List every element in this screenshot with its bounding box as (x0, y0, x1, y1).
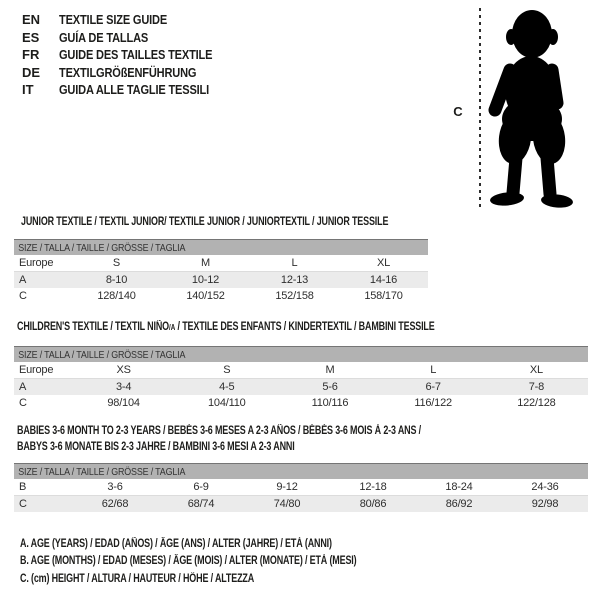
cell: 98/104 (107, 397, 140, 409)
cell: XL (339, 255, 428, 272)
row-label: C (19, 397, 27, 409)
table-row-height (14, 496, 588, 513)
table-row-height (14, 395, 588, 411)
cell: 86/92 (416, 496, 502, 513)
cell: 80/86 (330, 496, 416, 513)
legend-line-c: C. (cm) HEIGHT / ALTURA / HAUTEUR / HÖHE / ALTEZZA (20, 572, 255, 585)
row-label: Europe (14, 255, 72, 272)
cell: 68/74 (158, 496, 244, 513)
cell: 7-8 (485, 379, 588, 396)
size-header-row (14, 347, 588, 363)
cell: M (161, 255, 250, 272)
cell: 3-6 (72, 479, 158, 496)
cell: 62/68 (72, 496, 158, 513)
cell: 6-7 (382, 379, 485, 396)
cell: 116/122 (414, 397, 452, 409)
cell: 9-12 (244, 479, 330, 496)
cell: S (72, 255, 161, 272)
cell: 140/152 (186, 290, 225, 302)
junior-size-table (14, 239, 428, 304)
cell: XS (72, 362, 175, 379)
cell: 3-4 (72, 379, 175, 396)
row-label: Europe (14, 362, 72, 379)
cell: L (382, 362, 485, 379)
height-measure-label: C (453, 104, 463, 119)
cell: 5-6 (278, 379, 381, 396)
cell: 10-12 (161, 272, 250, 289)
size-header-row (14, 464, 588, 480)
cell: 122/128 (517, 397, 556, 409)
language-label: GUIDA ALLE TAGLIE TESSILI (59, 82, 210, 98)
row-label: A (14, 379, 72, 396)
cell: 8-10 (72, 272, 161, 289)
cell: L (250, 255, 339, 272)
cell: 128/140 (97, 290, 136, 302)
table-row-europe (14, 255, 428, 272)
language-code: FR (22, 47, 40, 63)
language-label: TEXTILE SIZE GUIDE (59, 12, 168, 27)
language-code: DE (22, 64, 41, 80)
cell: XL (485, 362, 588, 379)
language-label: TEXTILGRÖßENFÜHRUNG (59, 64, 197, 80)
cell: 104/110 (208, 397, 246, 409)
language-row-it (22, 81, 239, 99)
language-code: ES (22, 29, 40, 45)
babies-table-title: BABIES 3-6 MONTH TO 2-3 YEARS / BEBÉS 3-6 MESES A 2-3 AÑOS / BÉBÉS 3-6 MOIS À 2-3 ANS / BABYS 3-6 MONATE BIS 2-3 JAHRE / BAMBINI 3-6 MESI A 2-3 ANNI (17, 425, 421, 453)
cell: 14-16 (339, 272, 428, 289)
cell: 74/80 (244, 496, 330, 513)
cell: 92/98 (502, 496, 588, 513)
cell: 110/116 (311, 397, 349, 409)
toddler-silhouette-icon (486, 6, 582, 214)
table-row-height (14, 288, 428, 304)
language-row-en (22, 11, 239, 29)
row-label: B (14, 479, 72, 496)
babies-size-table (14, 463, 588, 512)
legend-line-a: A. AGE (YEARS) / EDAD (AÑOS) / ÂGE (ANS) / ALTER (JAHRE) / ETÀ (ANNI) (20, 538, 332, 550)
cell: 158/170 (364, 290, 403, 302)
size-header-cell: SIZE / TALLA / TAILLE / GRÖSSE / TAGLIA (14, 240, 428, 256)
cell: M (278, 362, 381, 379)
cell: 6-9 (158, 479, 244, 496)
table-row-europe (14, 362, 588, 379)
table-row-age (14, 379, 588, 396)
language-code: IT (22, 82, 34, 98)
language-row-es (22, 29, 239, 47)
cell: S (175, 362, 278, 379)
language-row-de (22, 64, 239, 82)
cell: 24-36 (502, 479, 588, 496)
language-row-fr (22, 46, 239, 64)
children-table-title: CHILDREN'S TEXTILE / TEXTIL NIÑO/A / TEXTILE DES ENFANTS / KINDERTEXTIL / BAMBINI TESSILE (17, 321, 435, 333)
cell: 18-24 (416, 479, 502, 496)
cell: 152/158 (275, 290, 314, 302)
language-label: GUIDE DES TAILLES TEXTILE (59, 47, 213, 63)
junior-table-title: JUNIOR TEXTILE / TEXTIL JUNIOR/ TEXTILE JUNIOR / JUNIORTEXTIL / JUNIOR TESSILE (21, 216, 389, 228)
table-row-age (14, 272, 428, 289)
cell: 12-18 (330, 479, 416, 496)
row-label: C (14, 496, 72, 513)
cell: 4-5 (175, 379, 278, 396)
legend-line-b: B. AGE (MONTHS) / EDAD (MESES) / ÂGE (MOIS) / ALTER (MONATE) / ETÀ (MESI) (20, 555, 357, 568)
row-label: A (14, 272, 72, 289)
size-header-cell: SIZE / TALLA / TAILLE / GRÖSSE / TAGLIA (14, 347, 588, 363)
table-row-months (14, 479, 588, 496)
measurement-legend (20, 536, 451, 588)
height-dashed-line (479, 8, 481, 210)
size-header-cell: SIZE / TALLA / TAILLE / GRÖSSE / TAGLIA (14, 464, 588, 480)
cell: 12-13 (250, 272, 339, 289)
children-size-table (14, 346, 588, 411)
language-label: GUÍA DE TALLAS (59, 29, 149, 45)
language-guide-list (22, 11, 239, 99)
row-label: C (19, 290, 27, 302)
language-code: EN (22, 12, 41, 27)
size-header-row (14, 240, 428, 256)
